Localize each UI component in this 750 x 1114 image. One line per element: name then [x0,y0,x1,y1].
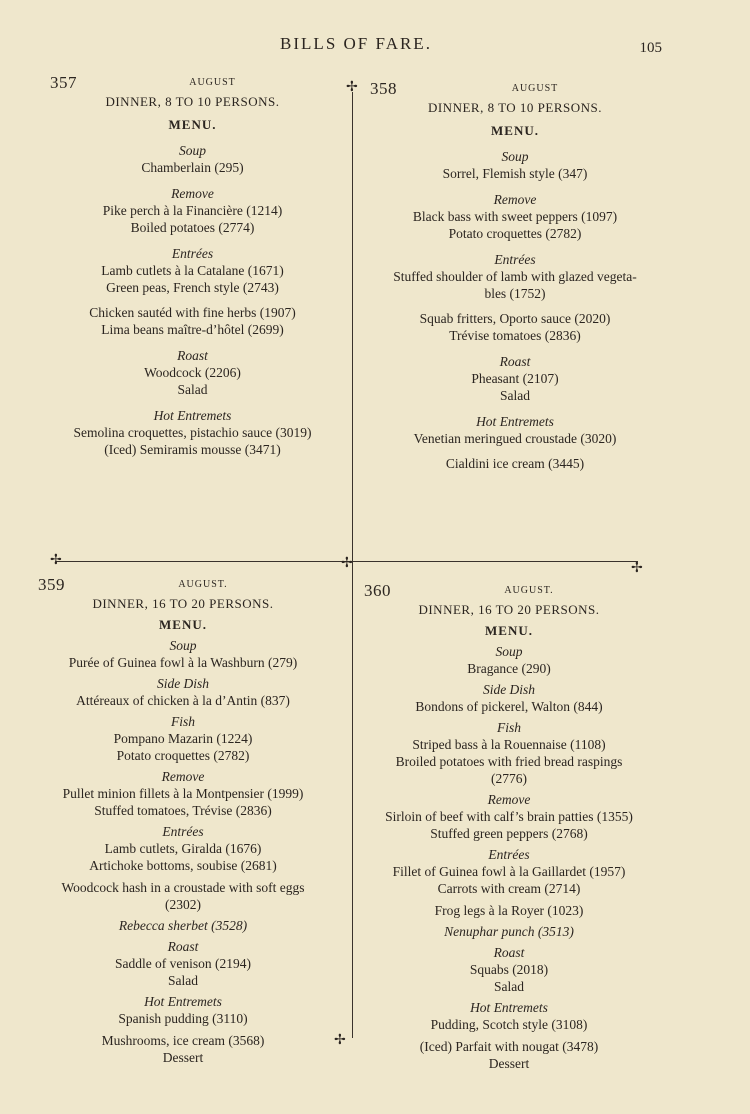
menu-number: 359 [38,575,65,594]
dish-line: Trévise tomatoes (2836) [449,328,581,343]
dish-line: Attéreaux of chicken à la d’Antin (837) [76,693,290,708]
dish-group-gap [370,302,660,310]
dish-line: Cialdini ice cream (3445) [445,456,585,471]
dish-line: Squabs (2018) [469,962,549,977]
menu-month: AUGUST [189,77,236,88]
dish-line: Dessert [162,1050,204,1065]
dish-line: Stuffed green peppers (2768) [430,826,588,841]
dish-line: Salad [494,979,524,994]
course-heading: Hot Entremets [470,1000,548,1015]
course-heading: Soup [495,644,523,659]
dish-line: Sirloin of beef with calf’s brain patties (1355) [385,809,633,824]
dish-line: Striped bass à la Rouennaise (1108) [412,737,606,752]
bill-of-fare-360 [364,582,654,1072]
ornament-left-icon: ✢ [50,552,62,568]
dish-line: Mushrooms, ice cream (3568) [101,1033,265,1048]
dish-line: Potato croquettes (2782) [116,748,250,763]
bill-of-fare-359 [38,576,328,1066]
dish-line: Fillet of Guinea fowl à la Gaillardet (1957) [392,864,626,879]
menu-occasion: DINNER, 16 TO 20 PERSONS. [92,596,274,611]
menu-heading: MENU. [159,617,207,632]
course-heading: Fish [496,720,521,735]
course-heading: Roast [177,348,208,363]
running-title: BILLS OF FARE. [280,34,432,53]
course-heading: Remove [493,192,537,207]
dish-line: Dessert [488,1056,530,1071]
dish-line: Lima beans maître-d’hôtel (2699) [101,322,284,337]
course-heading: Entrées [494,252,536,267]
course-heading: Remove [171,186,214,201]
page-header [0,34,750,58]
menu-number: 358 [370,79,397,98]
dish-line: Pudding, Scotch style (3108) [430,1017,588,1032]
course-heading: Nenuphar punch (3513) [444,924,574,939]
menu-heading: MENU. [168,117,217,132]
dish-line: Woodcock hash in a croustade with soft eggs [61,880,305,895]
menu-month: AUGUST. [504,585,554,596]
dish-line: Potato croquettes (2782) [448,226,582,241]
menu-heading: MENU. [491,123,539,138]
dish-line: Purée of Guinea fowl à la Washburn (279) [68,655,298,670]
course-heading: Roast [493,945,525,960]
dish-group-gap [50,296,335,304]
menu-occasion: DINNER, 16 TO 20 PERSONS. [418,602,600,617]
dish-line: Salad [177,382,208,397]
dish-line: Broiled potatoes with fried bread raspings [395,754,623,769]
dish-line: (2302) [165,897,201,912]
dish-line: Frog legs à la Royer (1023) [434,903,584,918]
ornament-right-icon: ✢ [631,560,643,576]
dish-line: Chamberlain (295) [141,160,244,175]
dish-line: Sorrel, Flemish style (347) [442,166,588,181]
dish-line: bles (1752) [484,286,546,301]
dish-line: Lamb cutlets à la Catalane (1671) [101,263,284,278]
menu-occasion: DINNER, 8 TO 10 PERSONS. [427,100,603,115]
course-heading: Remove [487,792,531,807]
dish-line: (Iced) Semiramis mousse (3471) [104,442,281,457]
dish-line: Spanish pudding (3110) [118,1011,248,1026]
bill-of-fare-357 [50,74,335,458]
dish-line: Bragance (290) [467,661,551,676]
dish-line: Salad [500,388,530,403]
dish-line: Green peas, French style (2743) [106,280,279,295]
dish-line: Boiled potatoes (2774) [130,220,255,235]
dish-line: Pheasant (2107) [471,371,559,386]
dish-line: Stuffed tomatoes, Trévise (2836) [94,803,272,818]
course-heading: Fish [170,714,195,729]
dish-line: Squab fritters, Oporto sauce (2020) [419,311,611,326]
menu-heading: MENU. [485,623,533,638]
dish-line: Stuffed shoulder of lamb with glazed vegeta- [393,269,637,284]
course-heading: Hot Entremets [476,414,554,429]
menu-number: 357 [50,73,77,92]
course-heading: Rebecca sherbet (3528) [118,918,248,933]
ornament-bottom-icon: ✢ [334,1032,346,1048]
course-heading: Hot Entremets [144,994,222,1009]
dish-line: Salad [168,973,198,988]
dish-line: Chicken sautéd with fine herbs (1907) [89,305,296,320]
dish-line: Saddle of venison (2194) [114,956,252,971]
course-heading: Soup [169,638,197,653]
ornament-top-icon: ✢ [346,79,358,95]
dish-line: Semolina croquettes, pistachio sauce (3019) [73,425,312,440]
course-heading: Side Dish [156,676,210,691]
course-heading: Entrées [162,824,204,839]
menu-month: AUGUST [511,83,559,94]
dish-line: Venetian meringued croustade (3020) [413,431,617,446]
dish-line: (2776) [491,771,527,786]
page-number: 105 [639,40,662,56]
dish-line: Bondons of pickerel, Walton (844) [415,699,603,714]
course-heading: Soup [179,143,206,158]
course-heading: Remove [161,769,205,784]
ornament-center-icon: ✢ [341,555,353,571]
course-heading: Soup [501,149,529,164]
menu-month: AUGUST. [178,579,228,590]
menu-number: 360 [364,581,391,600]
course-heading: Entrées [488,847,530,862]
course-heading: Hot Entremets [153,408,232,423]
dish-line: Woodcock (2206) [144,365,241,380]
dish-line: Carrots with cream (2714) [437,881,581,896]
bill-of-fare-358 [370,80,660,472]
dish-group-gap [370,447,660,455]
course-heading: Side Dish [482,682,536,697]
menu-occasion: DINNER, 8 TO 10 PERSONS. [105,94,280,109]
course-heading: Entrées [171,246,214,261]
dish-line: Pullet minion fillets à la Montpensier (1999) [62,786,304,801]
dish-line: (Iced) Parfait with nougat (3478) [419,1039,599,1054]
dish-line: Lamb cutlets, Giralda (1676) [104,841,262,856]
dish-line: Black bass with sweet peppers (1097) [412,209,618,224]
dish-line: Pike perch à la Financière (1214) [102,203,283,218]
dish-line: Pompano Mazarin (1224) [113,731,253,746]
dish-line: Artichoke bottoms, soubise (2681) [89,858,277,873]
course-heading: Roast [167,939,199,954]
course-heading: Roast [499,354,531,369]
